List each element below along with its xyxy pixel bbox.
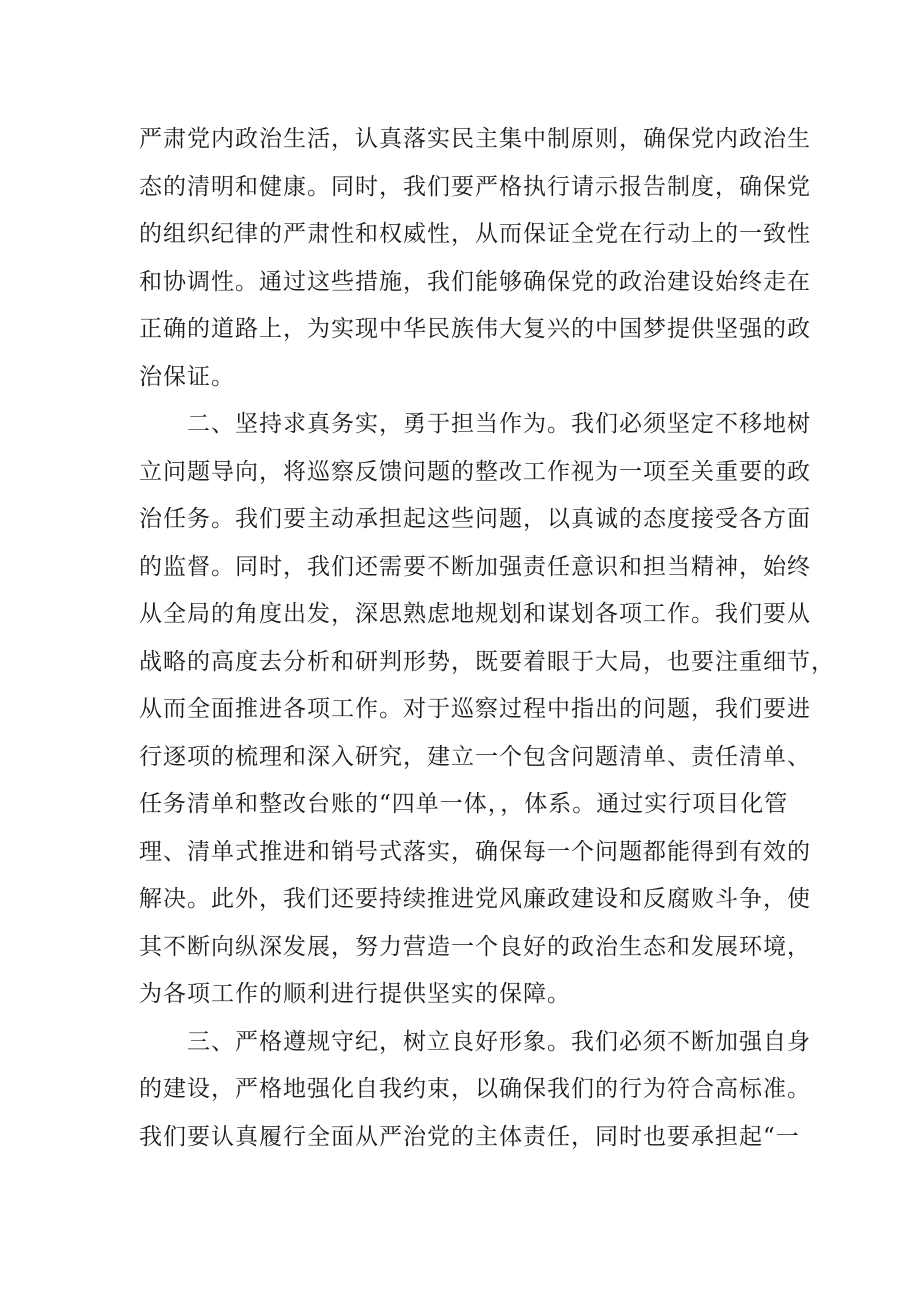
text-line: 严肃党内政治生活，认真落实民主集中制原则，确保党内政治生 [139,126,811,152]
text-line: 正确的道路上，为实现中华民族伟大复兴的中国梦提供坚强的政 [139,316,811,342]
paragraph-3 [139,1019,811,1162]
text-line: 从全局的角度出发，深思熟虑地规划和谋划各项工作。我们要从 [139,601,811,627]
text-line: 的建设，严格地强化自我约束，以确保我们的行为符合高标准。 [139,1076,811,1102]
text-line: 任务清单和整改台账的“四单一体，，体系。通过实行项目化管 [139,791,789,817]
document-body [139,116,835,1161]
text-line: 三、严格遵规守纪，树立良好形象。我们必须不断加强自身 [187,1028,811,1055]
text-line: 行逐项的梳理和深入研究，建立一个包含问题清单、责任清单、 [139,743,811,770]
paragraph-2 [139,401,835,1019]
text-line: 和协调性。通过这些措施，我们能够确保党的政治建设始终走在 [139,268,811,295]
text-line: 的组织纪律的严肃性和权威性，从而保证全党在行动上的一致性 [139,221,811,247]
text-line: 其不断向纵深发展，努力营造一个良好的政治生态和发展环境， [139,933,811,960]
text-line: 解决。此外，我们还要持续推进党风廉政建设和反腐败斗争，使 [139,886,811,912]
text-line: 态的清明和健康。同时，我们要严格执行请示报告制度，确保党 [139,173,811,200]
text-line: 从而全面推进各项工作。对于巡察过程中指出的问题，我们要进 [139,696,811,722]
text-line: 为各项工作的顺利进行提供坚实的保障。 [139,981,571,1007]
text-line: 理、清单式推进和销号式落实，确保每一个问题都能得到有效的 [139,838,811,865]
text-line: 的监督。同时，我们还需要不断加强责任意识和担当精神，始终 [139,553,811,580]
text-line: 二、坚持求真务实，勇于担当作为。我们必须坚定不移地树 [187,411,811,437]
text-line: 治保证。 [139,363,235,390]
paragraph-1 [139,116,811,401]
text-line: 战略的高度去分析和研判形势，既要着眼于大局，也要注重细节， [139,648,835,675]
text-line: 我们要认真履行全面从严治党的主体责任，同时也要承担起“一 [139,1123,800,1150]
text-line: 治任务。我们要主动承担起这些问题，以真诚的态度接受各方面 [139,506,811,532]
text-line: 立问题导向，将巡察反馈问题的整改工作视为一项至关重要的政 [139,458,811,485]
